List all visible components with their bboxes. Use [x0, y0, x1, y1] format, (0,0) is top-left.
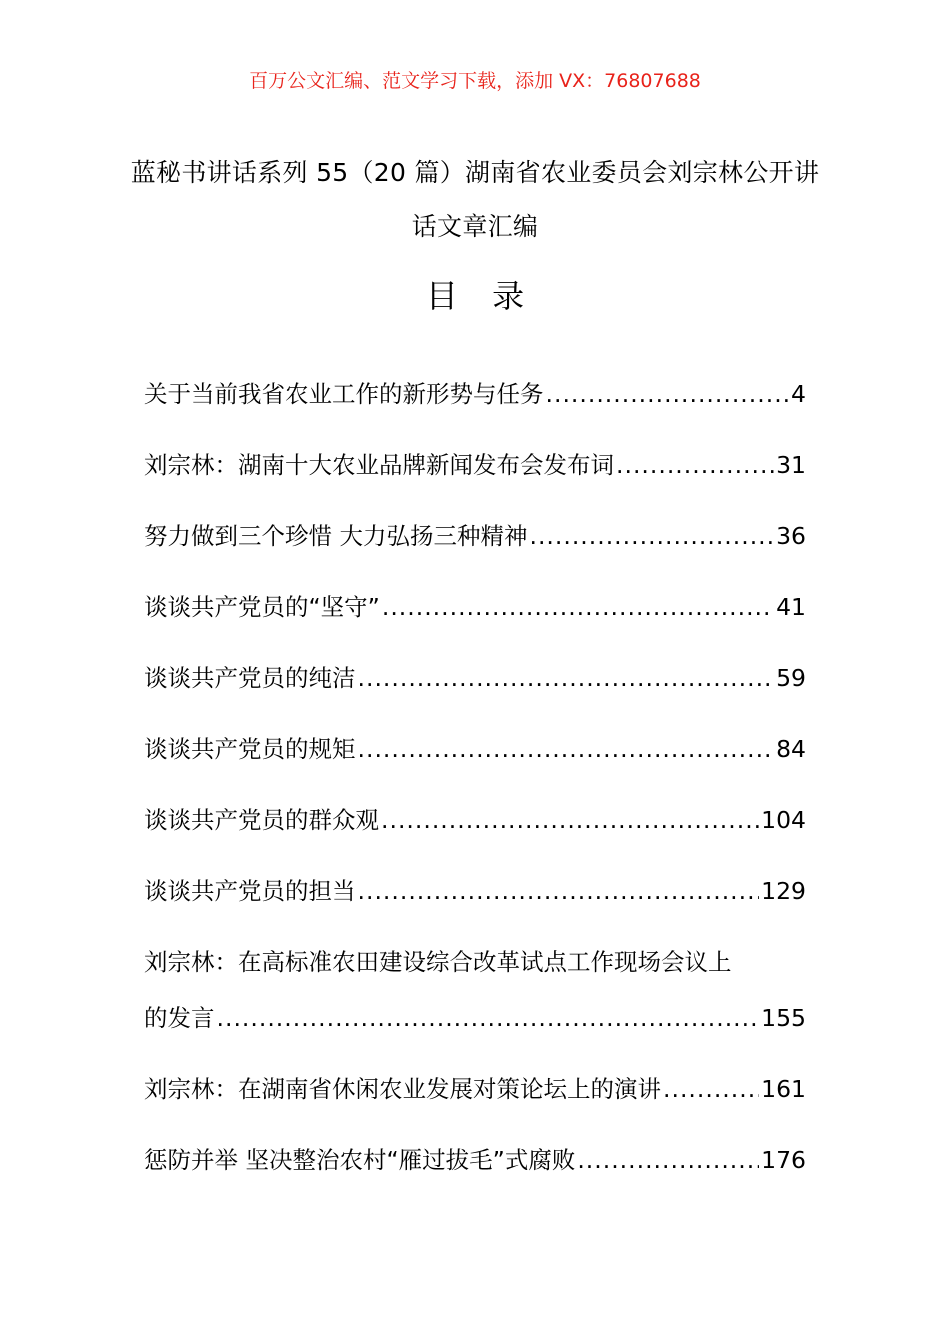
toc-leader-dots [217, 990, 760, 1046]
toc-entry[interactable] [144, 650, 806, 706]
toc-entry-title: 努力做到三个珍惜 大力弘扬三种精神 [144, 522, 528, 550]
toc-entry[interactable] [144, 721, 806, 777]
toc-leader-dots [382, 579, 774, 635]
document-title: 蓝秘书讲话系列 55（20 篇）湖南省农业委员会刘宗林公开讲话文章汇编 [130, 158, 820, 241]
toc-entry[interactable] [144, 437, 806, 493]
toc-leader-dots [663, 1061, 759, 1117]
toc-entry-title: 谈谈共产党员的纯洁 [144, 664, 356, 692]
toc-entry-title-line2: 的发言 [144, 1004, 215, 1032]
toc-leader-dots [358, 863, 760, 919]
toc-entry-title: 谈谈共产党员的担当 [144, 877, 356, 905]
toc-entry-title: 谈谈共产党员的规矩 [144, 735, 356, 763]
toc-entry-title: 关于当前我省农业工作的新形势与任务 [144, 380, 544, 408]
toc-entry-page: 176 [761, 1146, 806, 1174]
toc-entry-page: 59 [776, 664, 806, 692]
toc-leader-dots [358, 721, 775, 777]
toc-entry-page: 104 [761, 806, 806, 834]
toc-entry[interactable] [144, 792, 806, 848]
toc-heading: 目 录 [425, 277, 537, 315]
toc-entry-page: 31 [776, 451, 806, 479]
toc-entry[interactable] [144, 508, 806, 564]
toc-entry-title: 刘宗林：湖南十大农业品牌新闻发布会发布词 [144, 451, 614, 479]
toc-leader-dots [546, 366, 790, 422]
table-of-contents [144, 366, 806, 1203]
toc-leader-dots [381, 792, 759, 848]
toc-entry-title-line1: 刘宗林：在高标准农田建设综合改革试点工作现场会议上 [144, 948, 732, 976]
toc-entry[interactable] [144, 1061, 806, 1117]
toc-entry[interactable] [144, 366, 806, 422]
toc-leader-dots [529, 508, 774, 564]
toc-leader-dots [577, 1132, 759, 1188]
toc-entry-page: 84 [776, 735, 806, 763]
toc-entry[interactable] [144, 1132, 806, 1188]
toc-entry-title: 刘宗林：在湖南省休闲农业发展对策论坛上的演讲 [144, 1075, 661, 1103]
header-note: 百万公文汇编、范文学习下载，添加 VX：76807688 [249, 70, 701, 92]
toc-entry-page: 155 [761, 1004, 806, 1032]
toc-entry-line2 [144, 990, 806, 1046]
toc-entry[interactable] [144, 934, 806, 1046]
toc-leader-dots [616, 437, 774, 493]
toc-entry[interactable] [144, 579, 806, 635]
toc-entry-page: 129 [761, 877, 806, 905]
toc-entry-block [144, 934, 806, 1046]
toc-entry-title: 谈谈共产党员的“坚守” [144, 593, 380, 621]
toc-entry-page: 41 [776, 593, 806, 621]
toc-entry[interactable] [144, 863, 806, 919]
toc-entry-page: 4 [791, 380, 806, 408]
toc-entry-page: 161 [761, 1075, 806, 1103]
toc-entry-title: 惩防并举 坚决整治农村“雁过拔毛”式腐败 [144, 1146, 576, 1174]
toc-leader-dots [358, 650, 775, 706]
toc-entry-title: 谈谈共产党员的群众观 [144, 806, 379, 834]
toc-entry-page: 36 [776, 522, 806, 550]
